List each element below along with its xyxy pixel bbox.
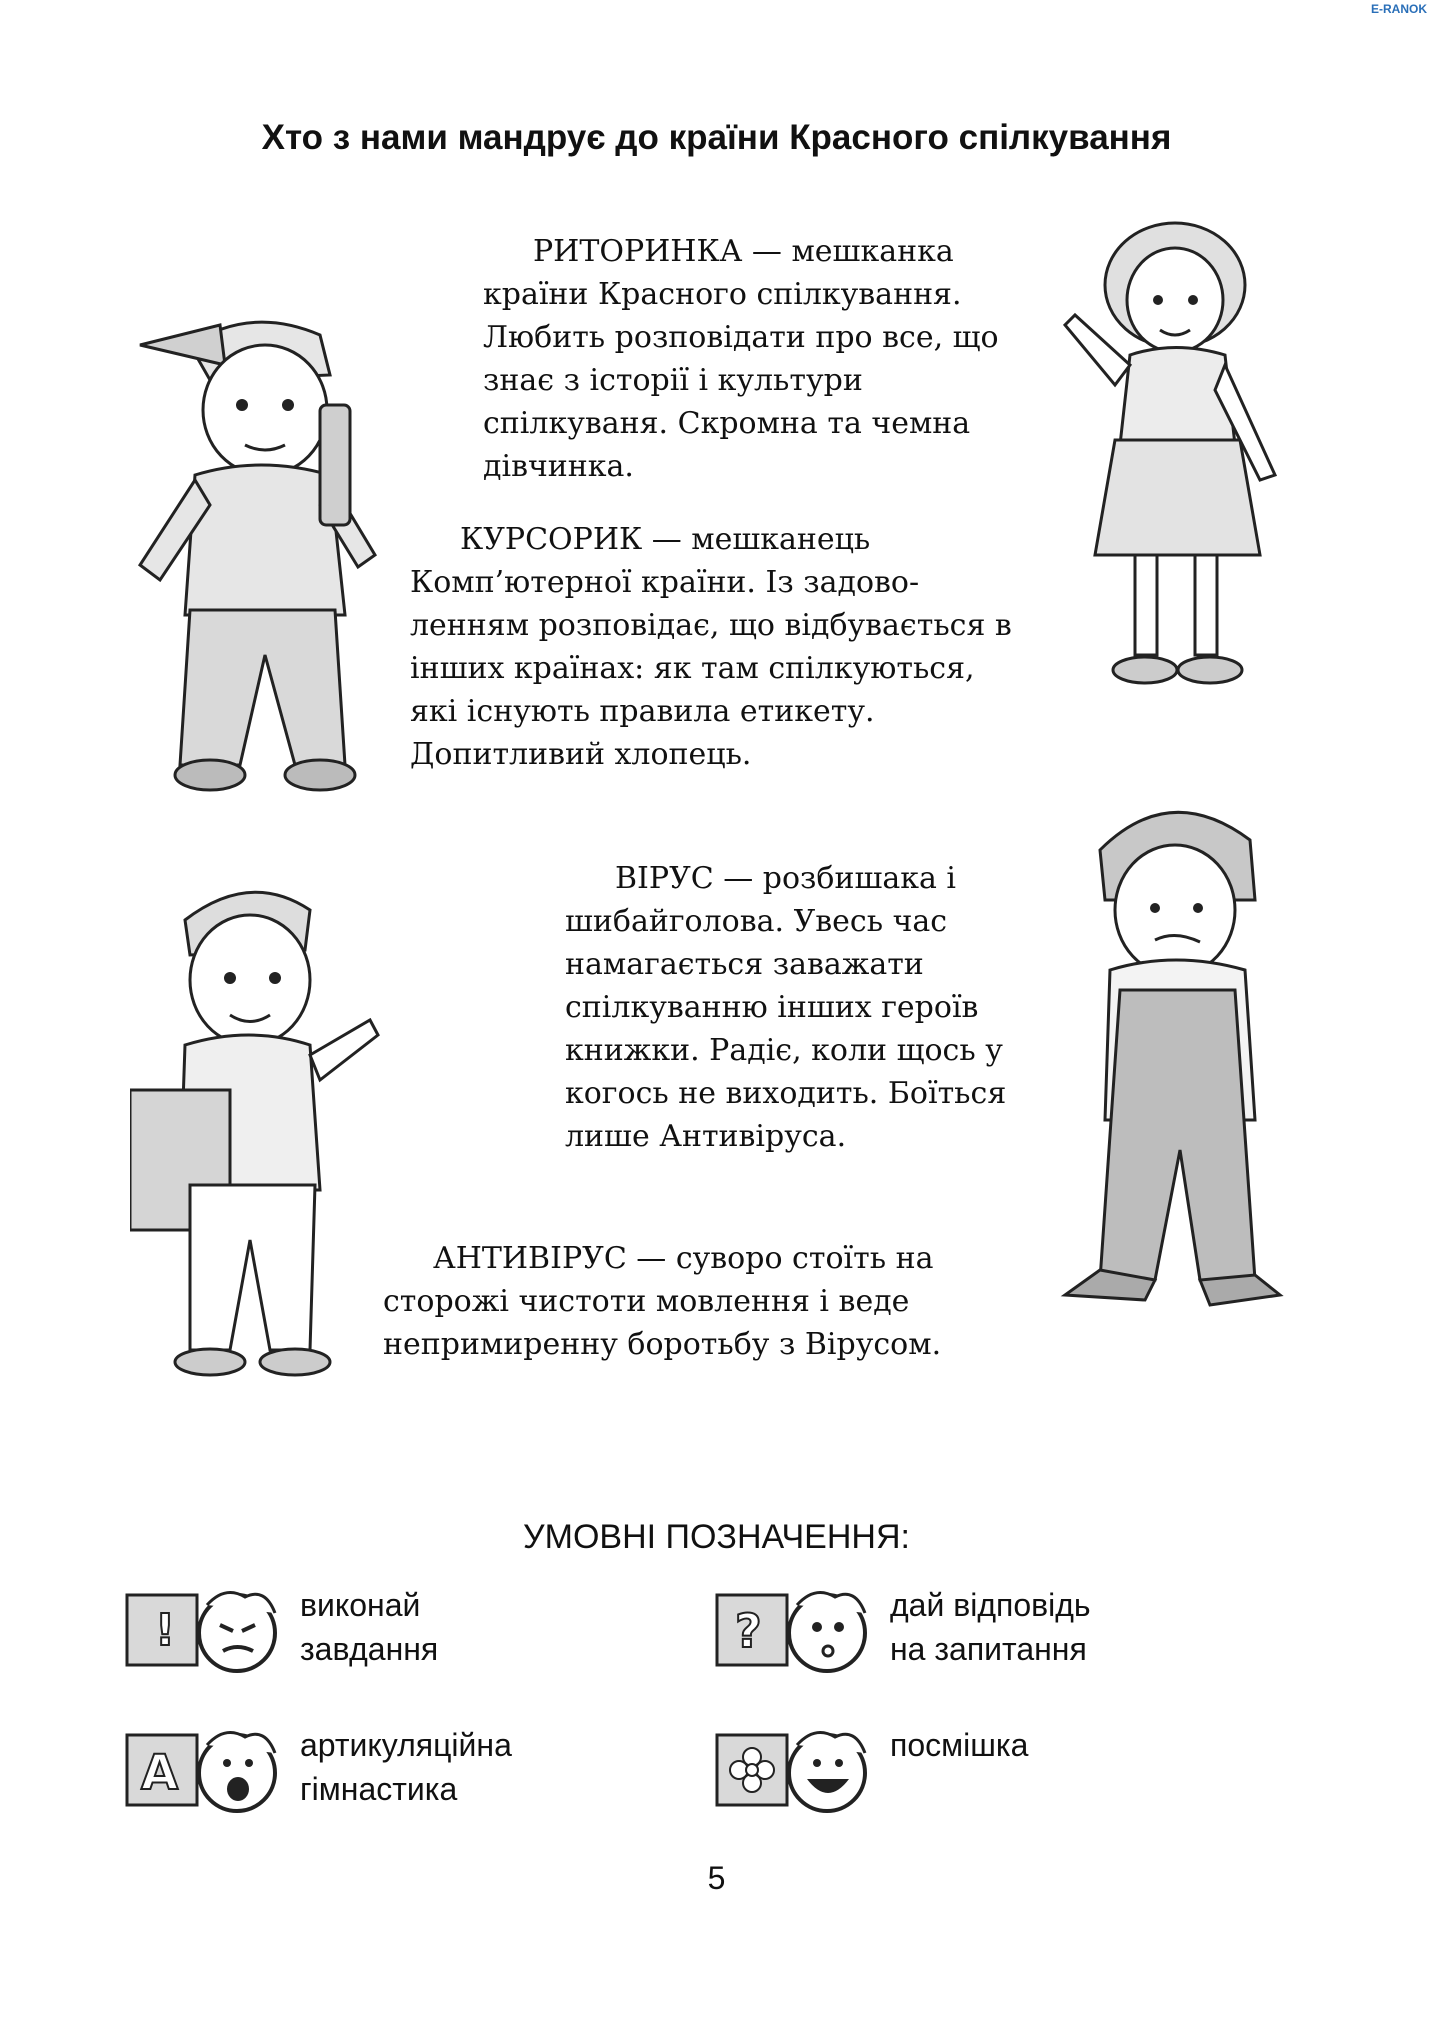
svg-text:?: ? xyxy=(735,1604,762,1658)
kursoryk-description xyxy=(410,518,1012,776)
ritorinka-illustration xyxy=(1060,215,1300,695)
text-line: дівчинка. xyxy=(483,449,634,484)
exclamation-face-icon xyxy=(125,1583,285,1673)
text-line: РИТОРИНКА — мешканка xyxy=(533,234,954,269)
svg-text:!: ! xyxy=(155,1605,176,1656)
kursoryk-illustration xyxy=(130,305,390,800)
text-line: ленням розповідає, що відбувається в xyxy=(410,608,1012,643)
legend-label xyxy=(890,1723,1028,1767)
antivirus-description xyxy=(383,1237,941,1366)
text-line: шибайголова. Увесь час xyxy=(565,904,948,939)
legend-label xyxy=(890,1583,1091,1671)
text-line: інших країнах: як там спілкуються, xyxy=(410,651,975,686)
flower-face-icon xyxy=(715,1723,875,1813)
text-line: Любить розповідати про все, що xyxy=(483,320,999,355)
letter-a-face-icon xyxy=(125,1723,285,1813)
publisher-logo: E-RANOK xyxy=(1371,2,1427,16)
text-line: Комп’ютерної країни. Із задово- xyxy=(410,565,920,600)
text-line: на запитання xyxy=(890,1631,1087,1667)
text-line: які існують правила етикету. xyxy=(410,694,875,729)
text-line: завдання xyxy=(300,1631,439,1667)
text-line: КУРСОРИК — мешканець xyxy=(460,522,871,557)
text-line: АНТИВІРУС — суворо стоїть на xyxy=(433,1241,934,1276)
text-line: артикуляційна xyxy=(300,1727,512,1763)
text-line: сторожі чистоти мовлення і веде xyxy=(383,1284,910,1319)
question-face-icon xyxy=(715,1583,875,1673)
virus-description xyxy=(565,857,1006,1158)
text-line: посмішка xyxy=(890,1727,1029,1763)
text-line: знає з історії і культури xyxy=(483,363,863,398)
page-number: 5 xyxy=(707,1860,726,1896)
text-line: гімнастика xyxy=(300,1771,458,1807)
text-line: спілкуванню інших героїв xyxy=(565,990,979,1025)
page-title: Хто з нами мандрує до країни Красного спілкування xyxy=(261,118,1172,157)
text-line: лише Антивіруса. xyxy=(565,1119,847,1154)
legend-label xyxy=(300,1583,438,1671)
text-line: Допитливий хлопець. xyxy=(410,737,752,772)
text-line: дай відповідь xyxy=(890,1587,1091,1623)
svg-text:A: A xyxy=(141,1745,179,1801)
text-line: когось не виходить. Боїться xyxy=(565,1076,1007,1111)
text-line: виконай xyxy=(300,1587,421,1623)
legend-label xyxy=(300,1723,512,1811)
text-line: намагається заважати xyxy=(565,947,924,982)
ritorinka-description xyxy=(483,230,999,488)
text-line: непримиренну боротьбу з Вірусом. xyxy=(383,1327,942,1362)
text-line: книжки. Радіє, коли щось у xyxy=(565,1033,1003,1068)
legend-title: УМОВНІ ПОЗНАЧЕННЯ: xyxy=(523,1518,910,1556)
antivirus-illustration xyxy=(130,880,380,1385)
text-line: ВІРУС — розбишака і xyxy=(615,861,957,896)
text-line: спілкуваня. Скромна та чемна xyxy=(483,406,971,441)
text-line: країни Красного спілкування. xyxy=(483,277,962,312)
virus-illustration xyxy=(1060,790,1300,1315)
